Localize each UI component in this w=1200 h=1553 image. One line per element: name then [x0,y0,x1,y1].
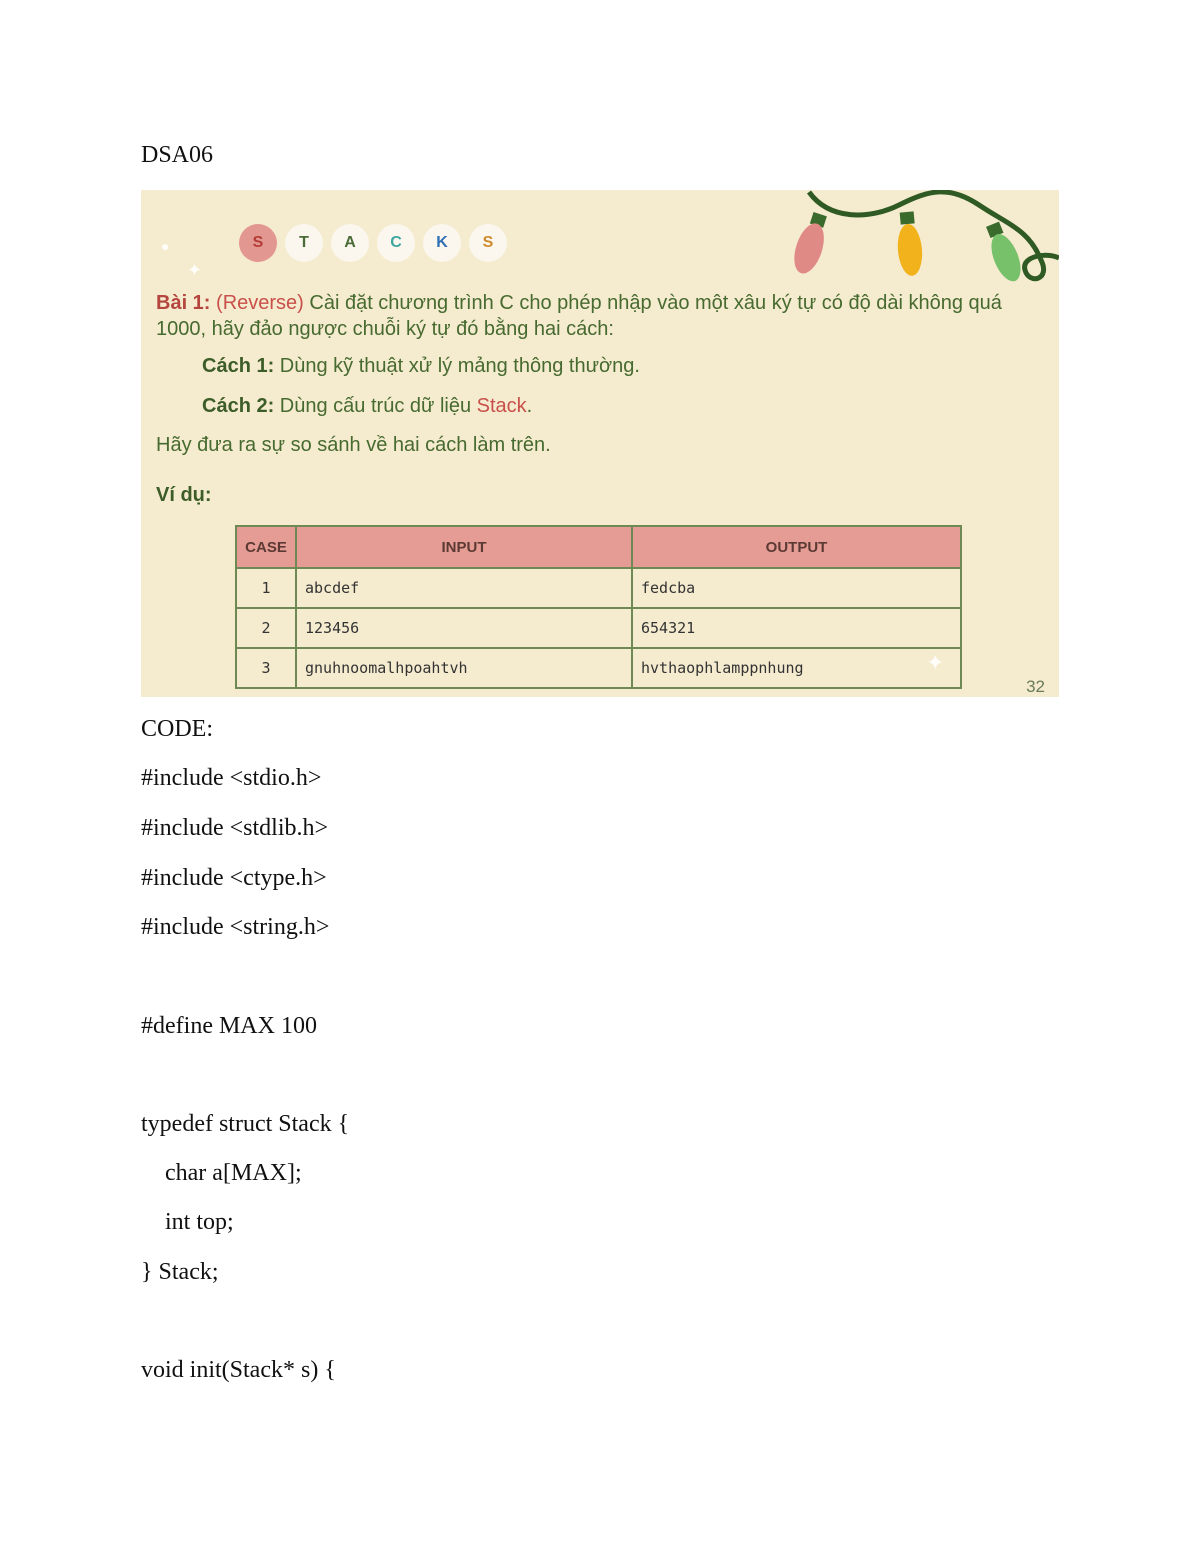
compare-text: Hãy đưa ra sự so sánh về hai cách làm trên. [156,434,551,456]
letter-badge: K [423,224,461,262]
code-line: #include <stdio.h> [141,765,322,791]
table-header: CASE [236,526,296,568]
way-2: Cách 2: Dùng cấu trúc dữ liệu Stack. [202,395,533,417]
problem-lead: Bài 1: [156,292,211,314]
letter-badge: C [377,224,415,262]
sparkle-icon: ✦ [187,260,203,280]
christmas-lights-icon [789,190,1059,300]
letter-badge: S [469,224,507,262]
stacks-letters [239,224,507,262]
example-label: Ví dụ: [156,484,212,506]
sparkle-icon: ● [161,238,170,254]
code-label: CODE: [141,716,213,742]
example-table [235,525,962,689]
problem-statement [156,290,1036,342]
table-row: 1 abcdef fedcba [236,568,961,608]
code-line: typedef struct Stack { [141,1111,350,1137]
code-line: #include <stdlib.h> [141,815,329,841]
document-title: DSA06 [141,142,214,168]
code-line: #define MAX 100 [141,1013,317,1039]
problem-tag: (Reverse) [216,292,304,314]
letter-badge: T [285,224,323,262]
code-line: #include <ctype.h> [141,865,327,891]
code-line: #include <string.h> [141,914,330,940]
code-line: } Stack; [141,1259,219,1285]
slide-image [141,190,1059,697]
table-row: 3 gnuhnoomalhpoahtvh hvthaophlamppnhung [236,648,961,688]
problem-text: Cài đặt chương trình C cho phép nhập vào một xâu ký tự có độ dài không quá 1000, hãy đảo ngược chuỗi ký tự đó bằng hai cách: [156,292,1002,340]
page-number: 32 [1026,677,1045,696]
table-row: 2 123456 654321 [236,608,961,648]
letter-badge: S [239,224,277,262]
table-header: OUTPUT [632,526,961,568]
code-line: char a[MAX]; [141,1160,302,1186]
table-header: INPUT [296,526,632,568]
way-1: Cách 1: Dùng kỹ thuật xử lý mảng thông thường. [202,355,640,377]
letter-badge: A [331,224,369,262]
code-line: int top; [141,1209,234,1235]
sparkle-icon: ✦ [926,650,945,675]
code-line: void init(Stack* s) { [141,1357,336,1383]
